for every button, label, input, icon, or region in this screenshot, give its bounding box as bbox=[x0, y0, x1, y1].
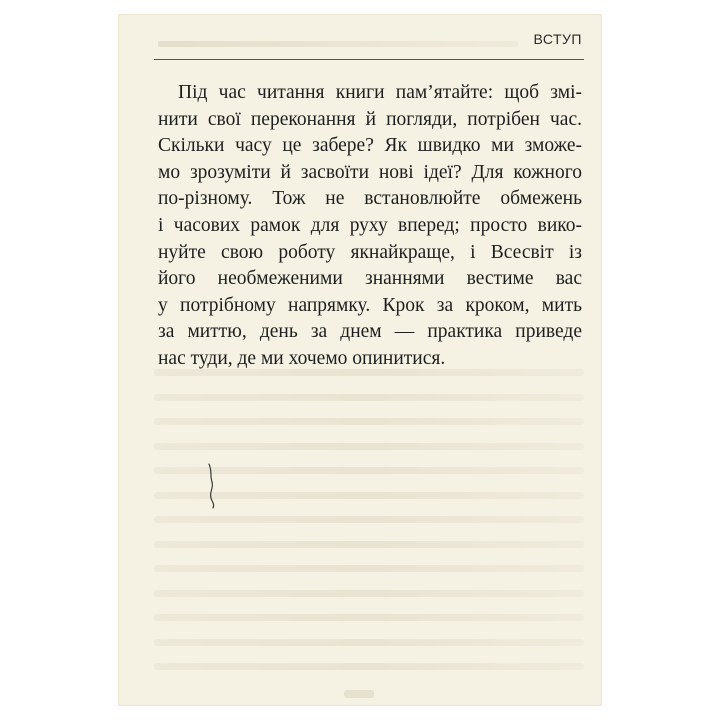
text-line: за миттю, день за днем — практика приведе bbox=[158, 321, 582, 343]
text-line: у потрібному напрямку. Крок за кроком, мить bbox=[158, 294, 582, 316]
running-header-title: ВСТУП bbox=[533, 31, 582, 47]
text-line: Під час читання книги пам’ятайте: щоб змі- bbox=[178, 82, 582, 103]
body-paragraph bbox=[158, 80, 582, 373]
text-line: мо зрозуміти й засвоїти нові ідеї? Для кожного bbox=[158, 161, 582, 183]
show-through-text bbox=[154, 369, 584, 688]
show-through-header bbox=[158, 41, 518, 47]
header-rule bbox=[154, 59, 584, 60]
text-line: Скільки часу це забере? Як швидко ми зможе- bbox=[158, 135, 582, 157]
text-line: його необмеженими знаннями вестиме вас bbox=[158, 268, 582, 290]
text-line: і часових рамок для руху вперед; просто вико- bbox=[158, 214, 582, 236]
show-through-folio bbox=[344, 690, 374, 698]
text-line: нуйте свою роботу якнайкраще, і Всесвіт із bbox=[158, 241, 582, 263]
text-line: по-різному. Тож не встановлюйте обмежень bbox=[158, 188, 582, 210]
text-line: нас туди, де ми хочемо опинитися. bbox=[158, 347, 446, 369]
pen-mark bbox=[206, 462, 218, 510]
book-page bbox=[118, 14, 602, 706]
text-line: нити свої переконання й погляди, потрібен час. bbox=[158, 108, 582, 130]
